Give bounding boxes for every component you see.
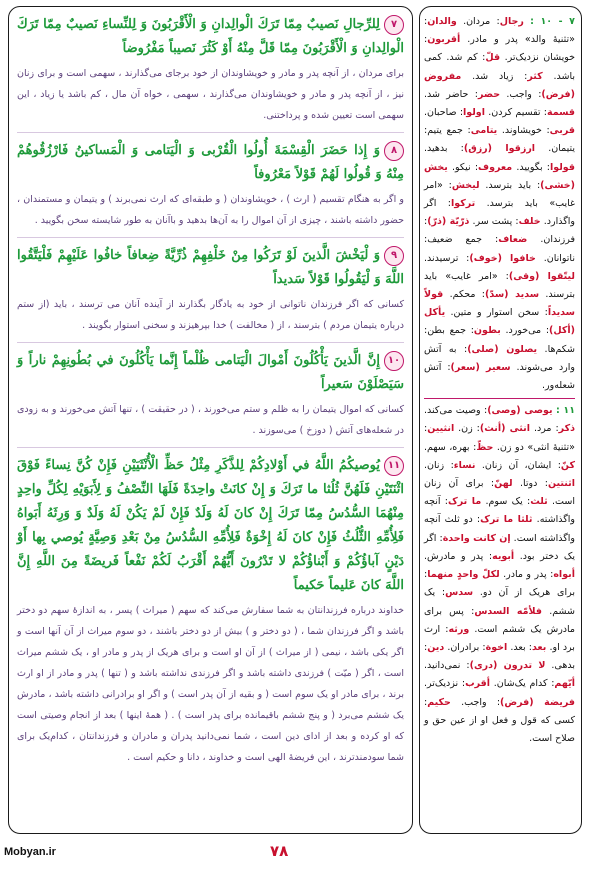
glossary-definition: جمع بطن: شکم‌ها. [424, 325, 575, 355]
glossary-section-header: ۷ - ۱۰ : [530, 16, 575, 27]
glossary-term: رجال [499, 16, 524, 27]
glossary-definition: واجب. [506, 88, 532, 100]
glossary-term: انثیین [427, 423, 455, 435]
glossary-term: ارزقوا (رزق) [463, 143, 536, 155]
glossary-term: یأکل (أکل) [424, 307, 575, 337]
glossary-definition: پدر و مادرش. [424, 550, 484, 562]
glossary-term: ما ترک [448, 496, 482, 508]
glossary-definition: نزدیک‌تر. [424, 678, 459, 690]
glossary-term: لیتّقوا (وقی) [508, 270, 575, 282]
glossary-definition: «امر غایب» باید بترسند. [424, 270, 575, 301]
verse-translation: کسانی که اموال یتیمان را به ظلم و ستم می‌خورند ، ( در حقیقت ) ، تنها آتش می‌خورند و به زودی در شعله‌های آتش ( دوزخ ) می‌سوزند . [17, 404, 404, 436]
glossary-term: أیّهم [554, 678, 575, 690]
verse-divider [17, 342, 404, 343]
glossary-term: خافوا (خوف) [469, 252, 536, 264]
verse-arabic [17, 13, 404, 61]
glossary-divider [424, 398, 575, 399]
glossary-definition: مرد. [533, 423, 552, 435]
glossary-term: لا تدرون (دری) [469, 660, 546, 672]
glossary-definition: پس برای مادرش یک ششم است. [424, 605, 575, 635]
glossary-panel [419, 6, 582, 834]
glossary-definition: محکم. [449, 289, 476, 301]
glossary-definition: «تثنیۀ انثی» دو زن. [496, 441, 575, 453]
verse-arabic [17, 244, 404, 292]
glossary-definition: پدر و مادر. [503, 569, 547, 581]
glossary-term: سدید (سدّ) [485, 289, 540, 301]
glossary-term: حضر [477, 88, 501, 100]
verse-number-badge: ۷ [384, 15, 404, 35]
glossary-term: أبویه [492, 550, 515, 562]
glossary-term: اثنتین [547, 478, 575, 490]
glossary-definition: «امر غایب» باید بترسد. [424, 179, 575, 210]
glossary-term: نساء [453, 459, 476, 471]
verse-arabic [17, 454, 404, 598]
glossary-term: کنّ [560, 459, 575, 471]
glossary-definition: پشت سر. [472, 216, 513, 228]
glossary-column: ۷ - ۱۰ : رجال: مردان. والدان: «تثنیۀ والد» پدر و مادر. أقربون: خویشان نزدیک‌تر. قلّ: کم شد. کمی باشد. کثر: زیاد شد. مفروض (فرض): واجب. حضر: حاضر شد. قسمة: تقسیم کردن. اولوا: صاحبان. قربی: خویشاوند. یتامی: جمع یتیم: یتیمان. ارزقوا (رزق): بدهید. قولوا: بگویید. معروف: نیکو. یخش (خشی): باید بترسد. لیخش: «امر غایب» باید بترسد. ترکوا: اگر واگذارد. خلف: پشت سر. ذرّیّة (ذرّ): فرزندان. ضعاف: جمع ضعیف: ناتوانان. خافوا (خوف): ترسیدند. لیتّقوا (وقی): «امر غایب» باید بترسند. سدید (سدّ): محکم. قولاً سدیداً: سخن استوار و متین. یأکل (أکل): می‌خورد. بطون: جمع بطن: شکم‌ها. یصلون (صلی): به آتش وارد می‌شوند. سعیر (سعر): آتش شعله‌ور. ۱۱ : یوصی (وصی): وصیت می‌کند. ذکر: مرد. انثی (أنث): زن. انثیین: «تثنیۀ انثی» دو زن. حظّ: بهره، سهم. کنّ: ایشان، آن زنان. نساء: زنان. اثنتین: دوتا. لهنّ: برای آن زنان است. ثلث: یک سوم. ما ترک: آنچه واگذاشته. ثلثا ما ترک: دو ثلث آنچه واگذاشته است. إن کانت واحدة: اگر یک دختر بود. أبویه: پدر و مادرش. أبواه: پدر و مادر. لکلّ واحدٍ منهما: برای هریک از آن دو. سدس: یک ششم. فلأمّه السدس: پس برای مادرش یک ششم است. ورثه: ارث برد او. بعد: بعد. اخوة: برادران. دین: بدهی. لا تدرون (دری): نمی‌دانید. أیّهم: کدام یک‌شان. أقرب: نزدیک‌تر. فریضة (فرض): واجب. حکیم: کسی که قول و فعل او از عین حق و صلاح است. [424, 16, 575, 744]
glossary-term: یصلون (صلی) [467, 343, 538, 355]
glossary-definition: نمی‌دانید. [424, 660, 461, 672]
glossary-term: لهنّ [494, 478, 513, 490]
glossary-definition: صاحبان. [424, 107, 457, 119]
glossary-term: بعد [531, 641, 547, 653]
glossary-definition: بدهی. [551, 660, 575, 672]
main-panel [8, 6, 413, 834]
verse-text: لِلرِّجالِ نَصيبٌ مِمّا تَرَكَ الْوالِدانِ وَ الْأَقْرَبُونَ وَ لِلنِّساءِ نَصيبٌ مِمّا تَرَكَ الْوالِدانِ وَ الْأَقْرَبُونَ مِمّا قَلَّ مِنْهُ أَوْ كَثُرَ نَصيباً مَفْرُوضاً [17, 17, 404, 56]
verse-number-badge: ۱۱ [384, 456, 404, 476]
glossary-definition: مردان. [463, 16, 491, 27]
glossary-definition: نیکو. [452, 161, 471, 173]
verse-number-badge: ۹ [384, 246, 404, 266]
glossary-definition: خویشاوند. [501, 125, 542, 137]
glossary-definition: خویشان نزدیک‌تر. [504, 52, 575, 64]
glossary-definition: حاضر شد. [424, 88, 469, 100]
verse-arabic [17, 349, 404, 397]
glossary-term: قسمة [546, 107, 575, 119]
glossary-definition: می‌خورد. [505, 325, 542, 337]
glossary-term: قلّ [485, 52, 501, 64]
glossary-definition: اگر یک دختر بود. [424, 532, 575, 562]
glossary-term: فلأمّه السدس [474, 605, 542, 617]
glossary-term: لیخش [451, 179, 480, 191]
glossary-term: مفروض (فرض) [424, 70, 575, 100]
verse-text: إِنَّ الَّذينَ يَأْكُلُونَ أَمْوالَ الْيَتامى ظُلْماً إِنَّما يَأْكُلُونَ في بُطُونِهِمْ ناراً وَ سَيَصْلَوْنَ سَعيراً [17, 353, 404, 392]
glossary-term: أبواه [553, 569, 575, 581]
glossary-section-header: ۱۱ : [555, 405, 575, 417]
glossary-term: لکلّ واحدٍ منهما [427, 569, 500, 581]
glossary-definition: بعد. [510, 641, 526, 653]
glossary-term: خلف [518, 216, 541, 228]
glossary-definition: بهره، سهم. [424, 441, 470, 453]
glossary-definition: آنچه واگذاشته. [424, 496, 575, 526]
glossary-definition: زیاد شد. [472, 70, 514, 82]
verse-divider [17, 132, 404, 133]
verse-divider [17, 447, 404, 448]
glossary-term: ضعاف [498, 234, 528, 246]
glossary-term: والدان [427, 16, 457, 27]
glossary-term: کثر [527, 70, 543, 82]
glossary-definition: زنان. [424, 459, 445, 471]
glossary-definition: اگر واگذارد. [424, 198, 575, 228]
verses-column [17, 13, 404, 774]
glossary-term: انثی (أنث) [479, 423, 530, 435]
glossary-definition: سخن استوار و متین. [450, 307, 540, 319]
glossary-term: أقربون [427, 34, 461, 46]
verse-text: وَ إِذا حَضَرَ الْقِسْمَةَ أُولُوا الْقُرْبى وَ الْيَتامى وَ الْمَساكينُ فَارْزُقُوهُمْ مِنْهُ وَ قُولُوا لَهُمْ قَوْلاً مَعْرُوفاً [17, 143, 404, 182]
glossary-term: یخش (خشی) [424, 161, 575, 191]
glossary-definition: ایشان، آن زنان. [481, 459, 552, 471]
glossary-term: سدس [445, 587, 474, 599]
glossary-term: ترکوا [451, 198, 476, 210]
glossary-definition: بدهید. [424, 143, 448, 155]
glossary-term: ثلث [530, 496, 548, 508]
glossary-definition: به آتش وارد می‌شوند. [424, 343, 575, 373]
glossary-term: اولوا [463, 107, 485, 119]
glossary-definition: دو ثلث آنچه واگذاشته است. [424, 514, 575, 544]
verse-divider [17, 237, 404, 238]
glossary-definition: بگویید. [516, 161, 543, 173]
glossary-definition: برادران. [447, 641, 480, 653]
glossary-definition: ارث برد او. [424, 623, 575, 653]
verse-arabic [17, 139, 404, 187]
glossary-definition: دوتا. [519, 478, 538, 490]
glossary-term: یتامی [470, 125, 498, 137]
glossary-term: دین [427, 641, 445, 653]
verse-translation: کسانی که اگر فرزندان ناتوانی از خود به یادگار بگذارند از آینده آنان می ترسند ، باید (از ستم درباره یتیمان مردم ) بترسند ، از ( مخالفت ) خدا بپرهیزند و سخنی استوار بگویند . [17, 299, 404, 331]
page-number: ۷۸ [270, 842, 289, 860]
glossary-term: ثلثا ما ترک [480, 514, 533, 526]
glossary-definition: جمع یتیم: یتیمان. [424, 125, 575, 155]
glossary-definition: «تثنیۀ والد» پدر و مادر. [467, 34, 575, 46]
glossary-definition: فرزندان. [540, 234, 575, 246]
glossary-term: بطون [473, 325, 501, 337]
glossary-definition: جمع ضعیف: ناتوانان. [424, 234, 575, 264]
glossary-term: قربی [549, 125, 575, 137]
glossary-term: معروف [478, 161, 513, 173]
glossary-term: قولاً سدیداً [424, 289, 575, 319]
verse-number-badge: ۱۰ [384, 351, 404, 371]
glossary-term: اخوة [485, 641, 508, 653]
glossary-definition: کم شد. کمی باشد. [424, 52, 575, 82]
verse-translation: برای مردان ، از آنچه پدر و مادر و خویشاوندان از خود برجای می‌گذارند ، سهمی است و برای زنان نیز ، از آنچه پدر و مادر و خویشاوندان می‌گذارند ، سهمی ، خواه آن مال ، کم باشد یا زیاد ، این سهمی است تعیین شده و پرداختنی. [17, 68, 404, 121]
glossary-term: حکیم [427, 696, 451, 708]
glossary-definition: برای هریک از آن دو. [479, 587, 575, 599]
verse-translation: و اگر به هنگام تقسیم ( ارث ) ، خویشاوندان ( و طبقه‌ای که ارث نمی‌برند ) و یتیمان و مستمندان ، حضور داشته باشند ، چیزی از آن اموال را به آن‌ها بدهید و باآنان به طور شایسته سخن بگویید . [17, 194, 404, 226]
glossary-term: ذکر [558, 423, 575, 435]
glossary-definition: وصیت می‌کند. [424, 405, 481, 417]
glossary-term: أقرب [465, 678, 491, 690]
glossary-term: ورثه [448, 623, 470, 635]
glossary-term: یوصی (وصی) [487, 405, 553, 417]
verse-translation: خداوند درباره فرزندانتان به شما سفارش می‌کند که سهم ( میراث ) پسر ، به اندازۀ سهم دو دختر باشد و اگر فرزندان شما ، ( دو دختر و ) بیش از دو دختر باشند ، دو سوم میراث از آن آنها است و اگر یکی باشد ، نیمی ( از میراث ) از آن او است و برای هریک از پدر و مادر او ، یک ششم میراث است ، اگر ( میّت ) فرزندی داشته باشد و اگر فرزندی نداشته باشد و ( تنها ) پدر و مادر از او ارث برند ، برای مادر او یک سوم است ( و بقیه از آن پدر است ) و اگر او برادرانی داشته باشد ، مادرش یک ششم می‌برد ( و پنج ششم باقیمانده برای پدر است ) . ( همۀ اینها ) بعد از انجام وصیتی است که او کرده و بعد از ادای دین است ، شما نمی‌دانید پدران و مادران و فرزندانتان ، کدام‌یک برای شما سودمندترند ، این فریضۀ الهی است و خداوند ، دانا و حکیم است . [17, 605, 404, 763]
verse-text: وَ لْيَخْشَ الَّذينَ لَوْ تَرَكُوا مِنْ خَلْفِهِمْ ذُرِّيَّةً ضِعافاً خافُوا عَلَيْهِمْ فَلْيَتَّقُوا اللَّهَ وَ لْيَقُولُوا قَوْلاً سَديداً [17, 248, 404, 287]
glossary-definition: ترسیدند. [424, 252, 459, 264]
glossary-definition: کسی که قول و فعل او از عین حق و صلاح است. [424, 714, 575, 744]
glossary-definition: یک سوم. [485, 496, 523, 508]
glossary-definition: کدام یک‌شان. [493, 678, 548, 690]
glossary-term: حظّ [476, 441, 494, 453]
glossary-definition: زن. [458, 423, 473, 435]
glossary-definition: واجب. [461, 696, 487, 708]
glossary-definition: برای آن زنان است. [424, 478, 575, 508]
glossary-definition: یک ششم. [424, 587, 575, 617]
glossary-term: فریضة (فرض) [500, 696, 575, 708]
site-watermark[interactable]: Mobyan.ir [4, 846, 56, 858]
glossary-term: قولوا [550, 161, 575, 173]
glossary-term: سعیر (سعر) [450, 361, 511, 373]
verse-number-badge: ۸ [384, 141, 404, 161]
glossary-definition: تقسیم کردن. [488, 107, 541, 119]
glossary-definition: آتش شعله‌ور. [424, 361, 575, 392]
glossary-definition: باید بترسد. [485, 179, 532, 191]
glossary-term: إن کانت واحدة [442, 532, 511, 544]
verse-text: يُوصيكُمُ اللَّهُ في أَوْلادِكُمْ لِلذَّكَرِ مِثْلُ حَظِّ الْأُنْثَيَيْنِ فَإِنْ كُنَّ نِساءً فَوْقَ اثْنَتَيْنِ فَلَهُنَّ ثُلُثا ما تَرَكَ وَ إِنْ كانَتْ واحِدَةً فَلَهَا النِّصْفُ وَ لِأَبَوَيْهِ لِكُلِّ واحِدٍ مِنْهُمَا السُّدُسُ مِمّا تَرَكَ إِنْ كانَ لَهُ وَلَدٌ فَإِنْ لَمْ يَكُنْ لَهُ وَلَدٌ وَ وَرِثَهُ أَبَواهُ فَلِأُمِّهِ الثُّلُثُ فَإِنْ كانَ لَهُ إِخْوَةٌ فَلِأُمِّهِ السُّدُسُ مِنْ بَعْدِ وَصِيَّةٍ يُوصي بِها أَوْ دَيْنٍ آباؤُكُمْ وَ أَبْناؤُكُمْ لا تَدْرُونَ أَيُّهُمْ أَقْرَبُ لَكُمْ نَفْعاً فَريضَةً مِنَ اللَّهِ إِنَّ اللَّهَ كانَ عَليماً حَكيماً [17, 458, 404, 593]
glossary-term: ذرّیّة (ذرّ) [427, 216, 470, 228]
